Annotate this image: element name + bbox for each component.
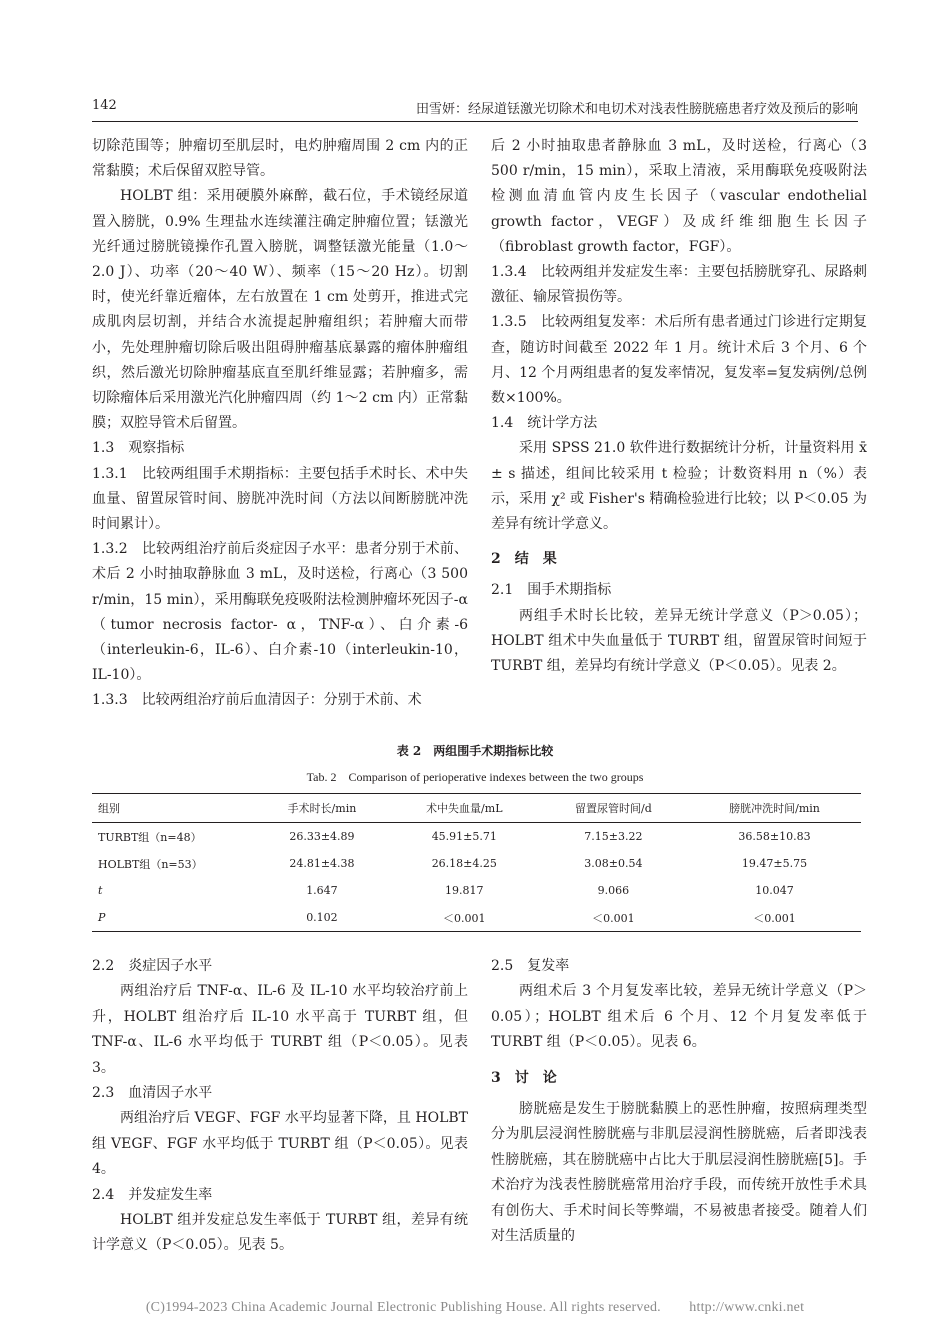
table-cell: 26.18±4.25 xyxy=(431,857,497,870)
table-cell: 26.33±4.89 xyxy=(289,830,355,843)
table-cell: 36.58±10.83 xyxy=(738,830,811,843)
table-cell: 3.08±0.54 xyxy=(584,857,643,870)
table-header-cell: 留置尿管时间/d xyxy=(539,794,688,823)
running-title: 田雪妍：经尿道铥激光切除术和电切术对浅表性膀胱癌患者疗效及预后的影响 xyxy=(415,102,858,117)
table-cell: 19.817 xyxy=(445,884,484,897)
subsection-heading: 2.5 复发率 xyxy=(491,958,570,974)
right-column-bottom xyxy=(491,954,867,1249)
table-cell: t xyxy=(98,884,103,897)
table2 xyxy=(92,793,861,932)
table-row xyxy=(92,877,861,904)
section-heading: 2 结 果 xyxy=(491,551,557,568)
table-row xyxy=(92,850,861,877)
table-cell: 7.15±3.22 xyxy=(584,830,643,843)
table2-caption-cn: 表 2 两组围手术期指标比较 xyxy=(396,744,554,758)
table-cell: ＜0.001 xyxy=(539,904,688,932)
table-row xyxy=(92,823,861,851)
table-cell: 45.91±5.71 xyxy=(431,830,497,843)
paragraph: 采用 SPSS 21.0 软件进行数据统计分析，计量资料用 x̄ ± s 描述，组间比较采用 t 检验；计数资料用 n（%）表示，采用 χ² 或 Fisher's 精确检验进行比较；以 P＜0.05 为差异有统计学意义。 xyxy=(491,440,867,533)
table-header-cell: 膀胱冲洗时间/min xyxy=(688,794,861,823)
header-rule xyxy=(92,121,858,122)
subsection-heading: 2.4 并发症发生率 xyxy=(92,1186,213,1203)
paragraph: 1.3.5 比较两组复发率：术后所有患者通过门诊进行定期复查，随访时间截至 2022 年 1 月。统计术后 3 个月、6 个月、12 个月两组患者的复发率情况，复发率=复发病例/总例数×100%。 xyxy=(491,314,867,407)
copyright-footer: (C)1994-2023 China Academic Journal Electronic Publishing House. All rights reserved. http://www.cnki.net xyxy=(145,1300,805,1315)
paragraph: 膀胱癌是发生于膀胱黏膜上的恶性肿瘤，按照病理类型分为肌层浸润性膀胱癌与非肌层浸润性膀胱癌，后者即浅表性膀胱癌，其在膀胱癌中占比大于肌层浸润性膀胱癌[5]。手术治疗为浅表性膀胱癌常用治疗手段，而传统开放性手术具有创伤大、手术时间长等弊端，不易被患者接受。随着人们对生活质量的 xyxy=(491,1101,867,1245)
subsection-heading: 1.4 统计学方法 xyxy=(491,415,598,432)
table-cell: 1.647 xyxy=(306,884,338,897)
paragraph: 两组手术时长比较，差异无统计学意义（P＞0.05）；HOLBT 组术中失血量低于 TURBT 组，留置尿管时间短于 TURBT 组，差异均有统计学意义（P＜0.05）。见表 2。 xyxy=(491,607,867,675)
paragraph: 1.3.4 比较两组并发症发生率：主要包括膀胱穿孔、尿路刺激征、输尿管损伤等。 xyxy=(491,264,867,306)
table-cell: HOLBT组（n=53） xyxy=(98,857,203,871)
paragraph: HOLBT 组：采用硬膜外麻醉，截石位，手术镜经尿道置入膀胱，0.9% 生理盐水连续灌注确定肿瘤位置；铥激光光纤通过膀胱镜操作孔置入膀胱，调整铥激光能量（1.0～2.0 J）、功率（20～40 W）、频率（15～20 Hz）。切割时，使光纤靠近瘤体，左右放置在 1 cm 处剪开，推进式完成肌肉层切割，并结合水流提起肿瘤组织；若肿瘤大而带小，先处理肿瘤切除后吸出阻碍肿瘤基底暴露的瘤体肿瘤组织，然后激光切除肿瘤基底直至肌纤维显露；若肿瘤多，需切除瘤体后采用激光汽化肿瘤四周（约 1～2 cm 内）正常黏膜；双腔导管术后留置。 xyxy=(92,188,468,432)
right-column-top xyxy=(491,134,867,679)
paragraph: 1.3.1 比较两组围手术期指标：主要包括手术时长、术中失血量、留置尿管时间、膀胱冲洗时间（方法以间断膀胱冲洗时间累计）。 xyxy=(92,465,468,533)
subsection-heading: 2.1 围手术期指标 xyxy=(491,582,612,599)
paragraph: 1.3.2 比较两组治疗前后炎症因子水平：患者分别于术前、术后 2 小时抽取静脉血 3 mL，及时送检，行离心（3 500 r/min，15 min），采用酶联免疫吸附法检测肿瘤坏死因子-α（tumor necrosis factor- α，TNF-α）、白介素-6（interleukin-6，IL-6）、白介素-10（interleukin-10，IL-10）。 xyxy=(92,541,468,684)
paragraph: 后 2 小时抽取患者静脉血 3 mL，及时送检，行离心（3 500 r/min，15 min），采取上清液，采用酶联免疫吸附法检测血清血管内皮生长因子（vascular endothelial growth factor，VEGF）及成纤维细胞生长因子（fibroblast growth factor，FGF）。 xyxy=(491,138,867,255)
subsection-heading: 2.3 血清因子水平 xyxy=(92,1085,213,1102)
paragraph: 两组治疗后 TNF-α、IL-6 及 IL-10 水平均较治疗前上升，HOLBT 组治疗后 IL-10 水平高于 TURBT 组，但 TNF-α、IL-6 水平均低于 TURBT 组（P＜0.05）。见表 3。 xyxy=(92,983,468,1076)
left-column-bottom xyxy=(92,954,468,1259)
table-cell: TURBT组（n=48） xyxy=(98,830,202,844)
paragraph: HOLBT 组并发症总发生率低于 TURBT 组，差异有统计学意义（P＜0.05）。见表 5。 xyxy=(92,1212,468,1254)
table2-caption-en: Tab. 2 Comparison of perioperative indexes between the two groups xyxy=(306,770,644,784)
paragraph: 切除范围等；肿瘤切至肌层时，电灼肿瘤周围 2 cm 内的正常黏膜；术后保留双腔导管。 xyxy=(92,138,468,180)
subsection-heading: 2.2 炎症因子水平 xyxy=(92,958,213,974)
table-cell: 24.81±4.38 xyxy=(289,857,355,870)
page-number: 142 xyxy=(92,98,117,113)
table-cell: 0.102 xyxy=(254,904,390,932)
left-column-top xyxy=(92,134,468,714)
table-cell: 9.066 xyxy=(597,884,630,897)
table-cell: ＜0.001 xyxy=(390,904,539,932)
subsection-heading: 1.3 观察指标 xyxy=(92,440,185,457)
table-cell: 19.47±5.75 xyxy=(741,857,808,870)
paragraph: 两组治疗后 VEGF、FGF 水平均显著下降，且 HOLBT 组 VEGF、FGF 水平均低于 TURBT 组（P＜0.05）。见表 4。 xyxy=(92,1110,468,1178)
table-cell: ＜0.001 xyxy=(688,904,861,932)
table-cell: P xyxy=(92,904,254,932)
paragraph: 1.3.3 比较两组治疗前后血清因子：分别于术前、术 xyxy=(92,692,422,709)
table-header-row xyxy=(92,794,861,823)
table-header-cell: 组别 xyxy=(92,794,254,823)
table-header-cell: 手术时长/min xyxy=(254,794,390,823)
table-cell: 10.047 xyxy=(755,884,794,897)
section-heading: 3 讨 论 xyxy=(491,1069,557,1086)
table-header-cell: 术中失血量/mL xyxy=(390,794,539,823)
table-row xyxy=(92,904,861,932)
paragraph: 两组术后 3 个月复发率比较，差异无统计学意义（P＞0.05）；HOLBT 组术后 6 个月、12 个月复发率低于 TURBT 组（P＜0.05）。见表 6。 xyxy=(491,983,867,1051)
